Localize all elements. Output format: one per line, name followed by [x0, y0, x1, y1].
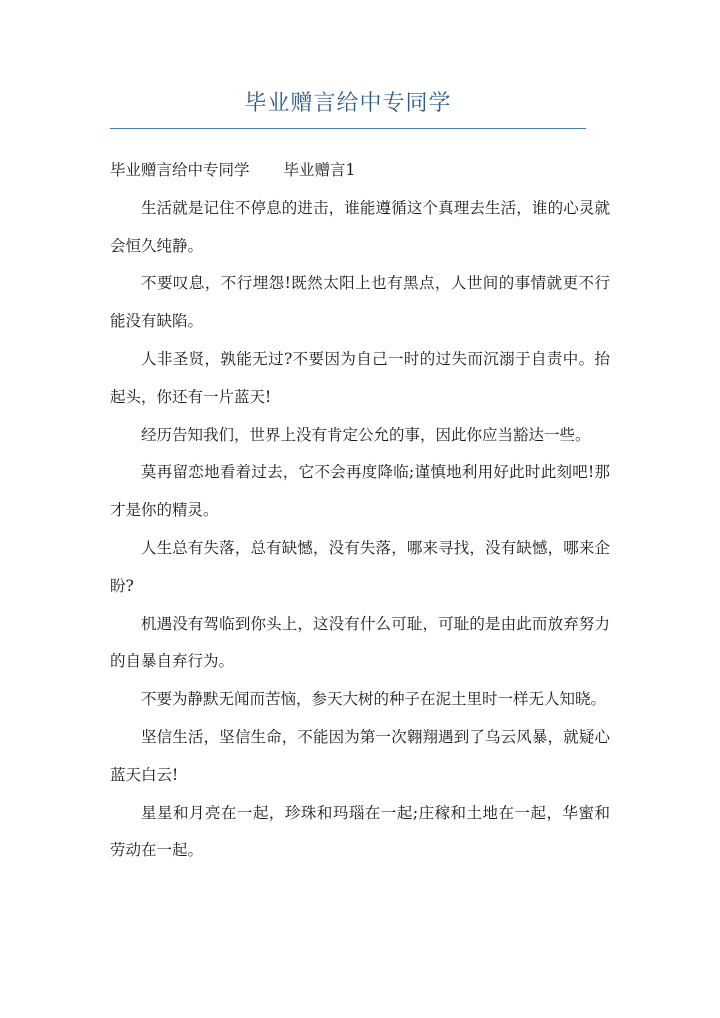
- paragraph: 不要为静默无闻而苦恼，参天大树的种子在泥土里时一样无人知晓。: [141, 690, 607, 709]
- paragraph: 经历告知我们，世界上没有肯定公允的事，因此你应当豁达一些。: [141, 425, 591, 444]
- paragraph: 不要叹息，不行埋怨!既然太阳上也有黑点，人世间的事情就更不行能没有缺陷。: [110, 274, 610, 331]
- paragraph: 人生总有失落，总有缺憾，没有失落，哪来寻找，没有缺憾，哪来企盼?: [110, 538, 610, 595]
- paragraph: 生活就是记住不停息的进击，谁能遵循这个真理去生活，谁的心灵就会恒久纯静。: [110, 198, 610, 255]
- subtitle-left: 毕业赠言给中专同学: [110, 161, 250, 179]
- document-body: [110, 152, 610, 870]
- paragraph: 机遇没有驾临到你头上，这没有什么可耻，可耻的是由此而放弃努力的自暴自弃行为。: [110, 614, 610, 671]
- paragraph: 人非圣贤，孰能无过?不要因为自己一时的过失而沉溺于自责中。抬起头，你还有一片蓝天!: [110, 349, 610, 406]
- paragraph: 莫再留恋地看着过去，它不会再度降临;谨慎地利用好此时此刻吧!那才是你的精灵。: [110, 463, 611, 520]
- subtitle-right: 毕业赠言1: [283, 161, 356, 179]
- paragraph: 坚信生活，坚信生命，不能因为第一次翱翔遇到了乌云风暴，就疑心蓝天白云!: [110, 727, 610, 784]
- title-divider: [110, 128, 586, 129]
- section-subtitle: [110, 152, 610, 190]
- document-title: 毕业赠言给中专同学: [244, 91, 452, 116]
- paragraph: 星星和月亮在一起，珍珠和玛瑙在一起;庄稼和土地在一起，华蜜和劳动在一起。: [110, 803, 610, 860]
